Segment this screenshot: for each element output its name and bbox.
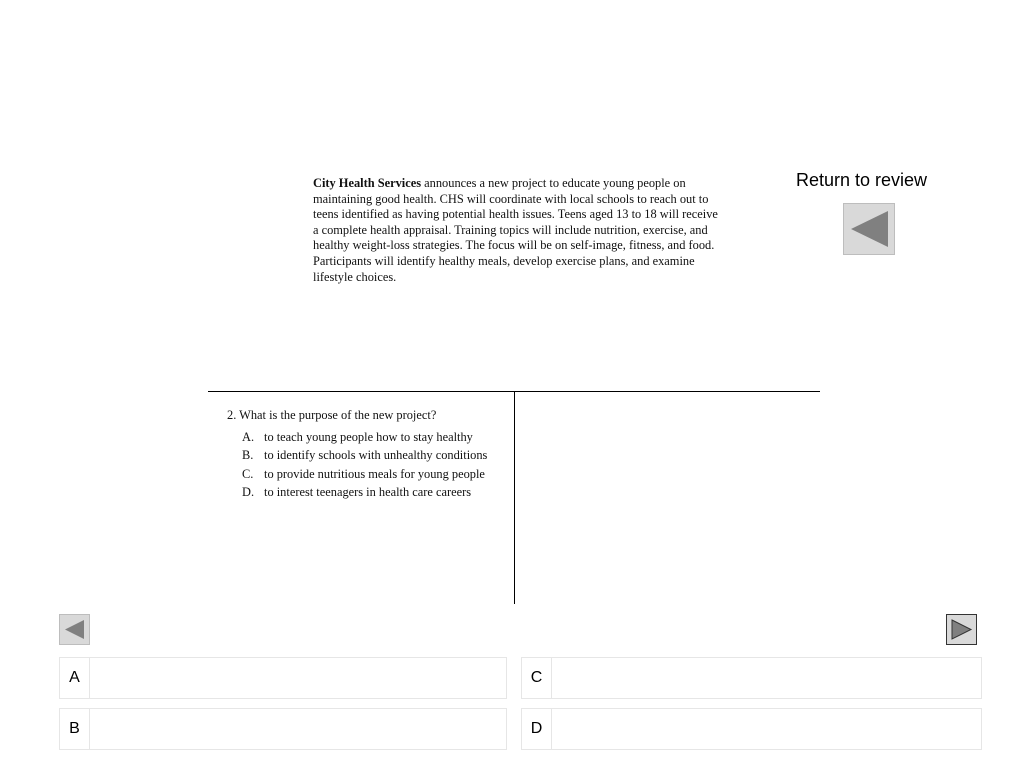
answer-letter: A [60, 658, 90, 698]
next-button[interactable] [946, 614, 977, 645]
choice-text: to provide nutritious meals for young people [264, 466, 485, 481]
right-triangle-icon [947, 615, 976, 644]
choice-text: to teach young people how to stay healthy [264, 429, 473, 444]
answer-option-b[interactable] [59, 708, 507, 750]
left-triangle-icon [60, 615, 89, 644]
question-block [227, 408, 507, 504]
choice-letter: A. [242, 429, 255, 444]
passage-body: announces a new project to educate young people on maintaining good health. CHS will coordinate with local schools to reach out to teens identified as having potential health issues. Teens aged 13 to 18 will receive a complete health appraisal. Training topics will include nutrition, exercise, and healthy weight-loss strategies. The focus will be on self-image, fitness, and food. Participants will identify healthy meals, develop exercise plans, and examine lifestyle choices. [313, 176, 718, 284]
choice-letter: B. [242, 448, 254, 463]
choice-letter: C. [242, 466, 254, 481]
answer-option-a[interactable] [59, 657, 507, 699]
answer-letter: D [522, 709, 552, 749]
return-to-review-label: Return to review [796, 170, 928, 190]
choice-text: to identify schools with unhealthy conditions [264, 448, 488, 463]
answer-letter: C [522, 658, 552, 698]
question-stem: 2. What is the purpose of the new project? [227, 408, 437, 422]
choice-d [242, 485, 507, 501]
answer-option-d[interactable] [521, 708, 982, 750]
left-triangle-icon [844, 204, 894, 254]
choice-text: to interest teenagers in health care careers [264, 485, 472, 500]
choice-letter: D. [242, 485, 255, 500]
passage-lead-bold: City Health Services [313, 176, 422, 190]
previous-button[interactable] [59, 614, 90, 645]
return-to-review-button[interactable] [843, 203, 895, 255]
answer-option-c[interactable] [521, 657, 982, 699]
vertical-divider [514, 391, 515, 604]
reading-passage [313, 176, 718, 285]
choice-a [242, 430, 507, 446]
choice-b [242, 448, 507, 464]
answer-letter: B [60, 709, 90, 749]
choice-c [242, 467, 507, 483]
